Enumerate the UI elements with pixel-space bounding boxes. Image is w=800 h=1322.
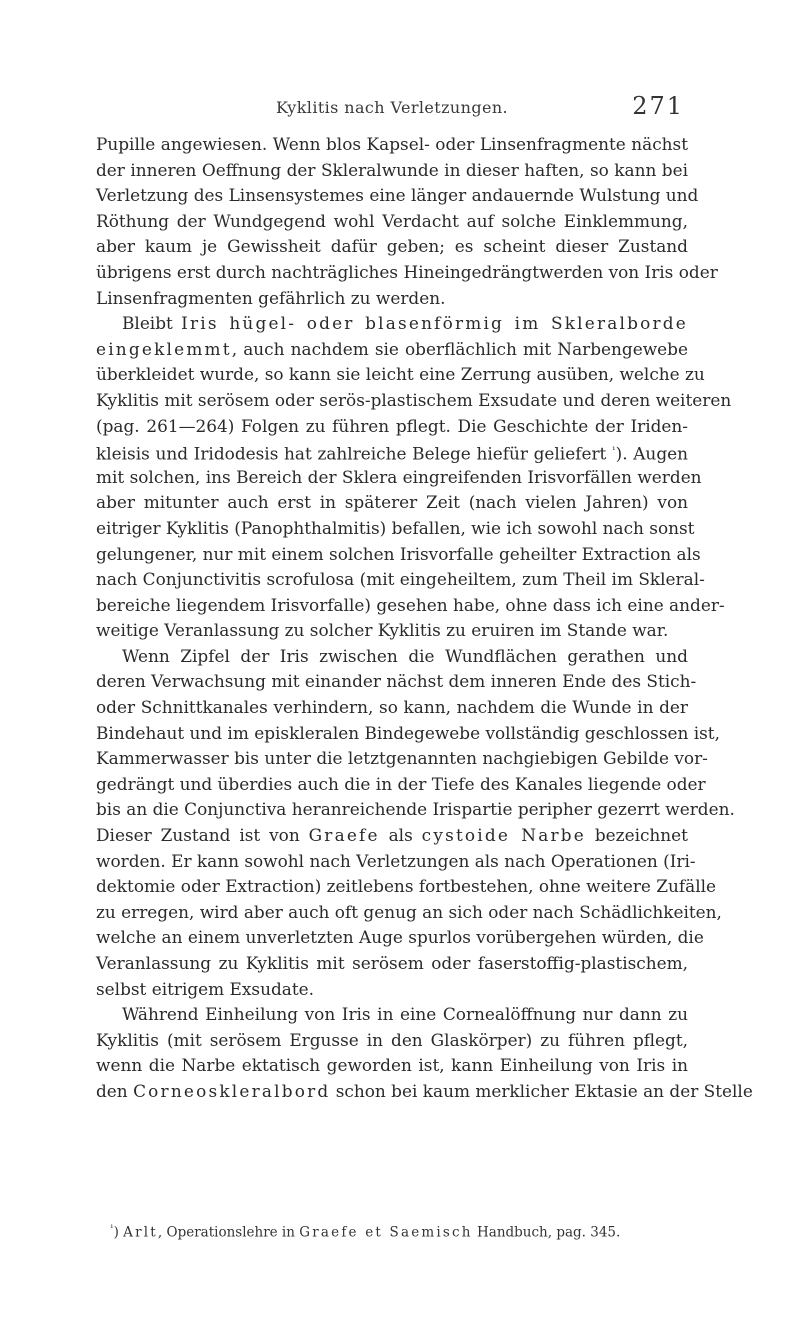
- text-line: Veranlassung zu Kyklitis mit serösem oder faserstoffig-plastischem,: [96, 953, 688, 973]
- text-line: nach Conjunctivitis scrofulosa (mit eingeheiltem, zum Theil im Skleral-: [96, 569, 705, 590]
- running-header: [100, 92, 684, 122]
- text-line: Wenn Zipfel der Iris zwischen die Wundflächen gerathen und: [122, 645, 688, 666]
- text-line: gedrängt und überdies auch die in der Tiefe des Kanales liegende oder: [96, 773, 706, 794]
- text-run: den: [96, 1080, 134, 1101]
- emphasis-text: Corneoskleralbord: [133, 1080, 331, 1101]
- text-line: eitriger Kyklitis (Panophthalmitis) befallen, wie ich sowohl nach sonst: [96, 517, 695, 538]
- text-run: kleisis und Iridodesis hat zahlreiche Belege hiefür geliefert: [96, 443, 612, 464]
- body-text: [96, 132, 753, 1105]
- text-line: Kyklitis mit serösem oder serös-plastischem Exsudate und deren weiteren: [96, 389, 732, 410]
- text-run: Dieser Zustand ist von: [96, 825, 309, 846]
- text-line: Linsenfragmenten gefährlich zu werden.: [96, 287, 446, 308]
- text-line: Bindehaut und im episkleralen Bindegewebe vollständig geschlossen ist,: [96, 722, 720, 743]
- emphasis-text: Iris hügel- oder blasenförmig im Skleralborde: [181, 313, 688, 334]
- text-run: schon bei kaum merklicher Ektasie an der Stelle: [330, 1080, 753, 1101]
- text-line: [96, 439, 688, 465]
- text-line: oder Schnittkanales verhindern, so kann, nachdem die Wunde in der: [96, 697, 688, 718]
- footnote-marker: ¹: [110, 1224, 114, 1234]
- text-line: deren Verwachsung mit einander nächst dem inneren Ende des Stich-: [96, 671, 697, 692]
- text-line: Kammerwasser bis unter die letztgenannten nachgiebigen Gebilde vor-: [96, 748, 708, 769]
- footnote-reference: ¹: [612, 446, 616, 457]
- running-title: Kyklitis nach Verletzungen.: [275, 98, 509, 117]
- text-run: Handbuch, pag. 345.: [472, 1224, 621, 1241]
- text-run: ): [113, 1224, 124, 1241]
- text-line: [96, 823, 688, 849]
- text-line: bereiche liegendem Irisvorfalle) gesehen habe, ohne dass ich eine ander-: [96, 594, 725, 615]
- text-line: bis an die Conjunctiva heranreichende Irispartie peripher gezerrt werden.: [96, 799, 735, 820]
- text-line: der inneren Oeffnung der Skleralwunde in dieser haften, so kann bei: [96, 159, 688, 180]
- text-line: gelungener, nur mit einem solchen Irisvorfalle geheilter Extraction als: [96, 543, 701, 564]
- text-run: , auch nachdem sie oberflächlich mit Narbengewebe: [231, 338, 688, 359]
- text-run: als: [379, 825, 422, 846]
- text-line: übrigens erst durch nachträgliches Hineingedrängtwerden von Iris oder: [96, 261, 718, 282]
- text-line: aber kaum je Gewissheit dafür geben; es scheint dieser Zustand: [96, 236, 688, 257]
- text-run: ). Augen: [615, 443, 689, 464]
- text-line: mit solchen, ins Bereich der Sklera eingreifenden Irisvorfällen werden: [96, 466, 702, 487]
- text-line: Pupille angewiesen. Wenn blos Kapsel- oder Linsenfragmente nächst: [96, 134, 688, 154]
- emphasis-text: Arlt: [123, 1224, 158, 1241]
- text-line: wenn die Narbe ektatisch geworden ist, kann Einheilung von Iris in: [96, 1055, 688, 1076]
- emphasis-text: Graefe: [308, 825, 380, 846]
- text-run: Bleibt: [122, 313, 182, 334]
- text-line: [96, 311, 688, 337]
- text-line: Verletzung des Linsensystemes eine länger andauernde Wulstung und: [96, 185, 699, 206]
- text-line: (pag. 261—264) Folgen zu führen pflegt. Die Geschichte der Iriden-: [96, 415, 688, 436]
- text-line: worden. Er kann sowohl nach Verletzungen als nach Operationen (Iri-: [96, 850, 696, 871]
- emphasis-text: Graefe et Saemisch: [299, 1224, 473, 1241]
- text-line: selbst eitrigem Exsudate.: [96, 978, 314, 999]
- text-line: [96, 1079, 753, 1105]
- text-line: weitige Veranlassung zu solcher Kyklitis zu eruiren im Stande war.: [96, 620, 669, 641]
- footnote: [110, 1224, 670, 1241]
- text-line: zu erregen, wird aber auch oft genug an sich oder nach Schädlichkeiten,: [96, 901, 722, 922]
- text-line: welche an einem unverletzten Auge spurlos vorübergehen würden, die: [96, 927, 704, 948]
- text-line: Kyklitis (mit serösem Ergusse in den Glaskörper) zu führen pflegt,: [96, 1029, 688, 1050]
- text-line: überkleidet wurde, so kann sie leicht eine Zerrung ausüben, welche zu: [96, 364, 705, 385]
- text-line: [96, 337, 688, 363]
- text-run: bezeichnet: [585, 825, 688, 846]
- text-line: aber mitunter auch erst in späterer Zeit (nach vielen Jahren) von: [96, 492, 688, 513]
- page-number: 271: [632, 92, 684, 120]
- text-line: dektomie oder Extraction) zeitlebens fortbestehen, ohne weitere Zufälle: [96, 876, 716, 897]
- text-line: Während Einheilung von Iris in eine Cornealöffnung nur dann zu: [122, 1004, 688, 1025]
- text-run: , Operationslehre in: [157, 1224, 300, 1241]
- text-line: Röthung der Wundgegend wohl Verdacht auf solche Einklemmung,: [96, 210, 688, 231]
- emphasis-text: cystoide Narbe: [421, 825, 586, 846]
- emphasis-text: eingeklemmt: [96, 338, 232, 359]
